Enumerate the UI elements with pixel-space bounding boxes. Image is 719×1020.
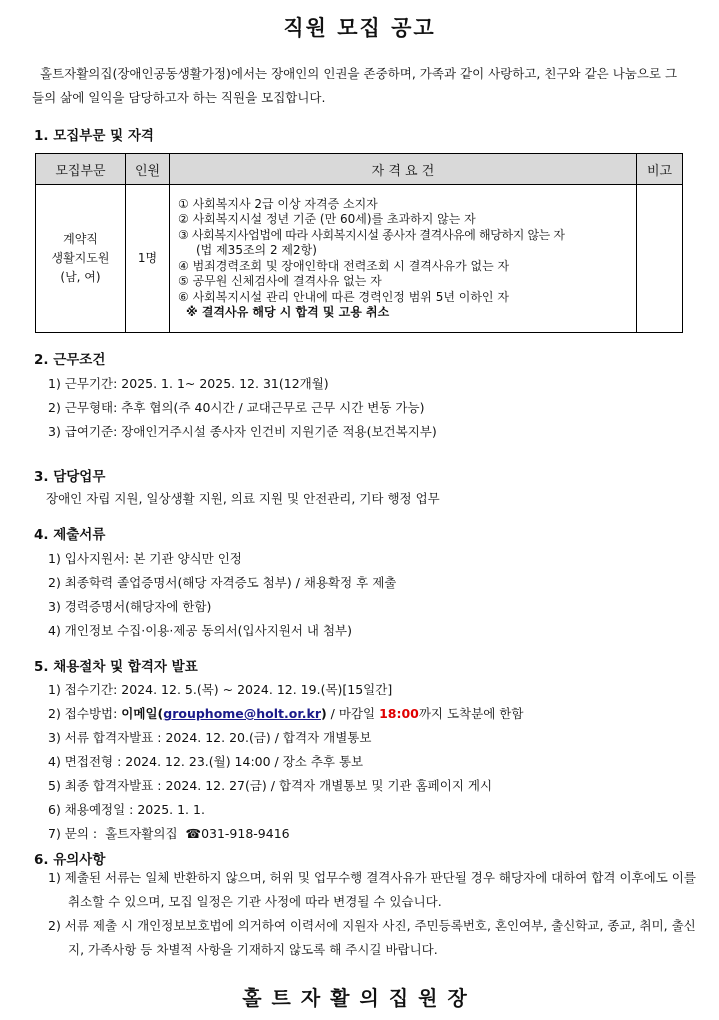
- section-heading-procedure: 5. 채용절차 및 합격자 발표: [34, 659, 198, 675]
- document-item: 1) 입사지원서: 본 기관 양식만 인정: [48, 551, 242, 566]
- procedure-item: 3) 서류 합격자발표 : 2024. 12. 20.(금) / 합격자 개별통보: [48, 730, 372, 745]
- header-count: 인원: [126, 154, 170, 185]
- note-item: 1) 제출된 서류는 일체 반환하지 않으며, 허위 및 업무수행 결격사유가 판단될 경우 해당자에 대하여 합격 이후에도 이를 취소할 수 있으며, 모집 일정은 기관 사정에 따라 변경될 수 있습니다.: [48, 870, 696, 909]
- requirement-item: ⑤ 공무원 신체검사에 결격사유 없는 자: [178, 274, 382, 288]
- document-item: 2) 최종학력 졸업증명서(해당 자격증도 첨부) / 채용확정 후 제출: [48, 575, 397, 590]
- footer-signature: 홀트자활의집원장: [242, 986, 477, 1010]
- document-item: 3) 경력증명서(해당자에 한함): [48, 599, 212, 614]
- header-dept: 모집부문: [36, 154, 126, 185]
- phone-icon: ☎: [185, 826, 202, 841]
- condition-item: 3) 급여기준: 장애인거주시설 종사자 인건비 지원기준 적용(보건복지부): [48, 424, 437, 439]
- deadline-suffix: 까지 도착분에 한함: [418, 706, 524, 721]
- dept-line: 생활지도원: [51, 251, 110, 265]
- method-label: 이메일: [121, 706, 158, 721]
- dept-line: 계약직: [63, 232, 98, 246]
- page-title: 직원 모집 공고: [283, 16, 436, 40]
- section-heading-conditions: 2. 근무조건: [34, 352, 106, 368]
- procedure-item: 6) 채용예정일 : 2025. 1. 1.: [48, 802, 205, 817]
- requirement-item: ① 사회복지사 2급 이상 자격증 소지자: [178, 196, 378, 211]
- section-heading-documents: 4. 제출서류: [34, 527, 106, 543]
- method-prefix: 2) 접수방법:: [48, 706, 122, 721]
- requirements-table: [35, 153, 683, 333]
- procedure-item-contact: [48, 824, 290, 842]
- header-remark: 비고: [637, 154, 683, 185]
- count-cell: 1명: [126, 185, 170, 333]
- header-requirements: 자 격 요 건: [170, 154, 637, 185]
- deadline-time: 18:00: [379, 706, 419, 721]
- intro-paragraph: 홀트자활의집(장애인공동생활가정)에서는 장애인의 인권을 존중하며, 가족과 같이 사랑하고, 친구와 같은 나눔으로 그들의 삶에 일익을 담당하고자 하는 직원을 모집합니다.: [32, 66, 678, 105]
- condition-item: 1) 근무기간: 2025. 1. 1~ 2025. 12. 31(12개월): [48, 376, 329, 391]
- dept-cell: [36, 185, 126, 333]
- email-link[interactable]: grouphome@holt.or.kr: [163, 706, 321, 721]
- requirement-note: ※ 결격사유 해당 시 합격 및 고용 취소: [186, 305, 390, 319]
- method-paren-close: ): [320, 706, 327, 721]
- requirement-item: ④ 범죄경력조회 및 장애인학대 전력조회 시 결격사유가 없는 자: [178, 258, 510, 273]
- condition-item: 2) 근무형태: 추후 협의(주 40시간 / 교대근무로 근무 시간 변동 가능): [48, 400, 425, 415]
- dept-line: (남, 여): [60, 270, 101, 284]
- section-heading-duties: 3. 담당업무: [34, 469, 106, 485]
- procedure-item-method: [48, 704, 523, 722]
- contact-phone: 031-918-9416: [201, 826, 290, 841]
- section-heading-notes: 6. 유의사항: [34, 852, 106, 868]
- remark-cell: [637, 185, 683, 333]
- section-heading-recruitment: 1. 모집부문 및 자격: [34, 128, 154, 144]
- requirement-item: (법 제35조의 2 제2항): [196, 243, 317, 257]
- procedure-item: 5) 최종 합격자발표 : 2024. 12. 27(금) / 합격자 개별통보 및 기관 홈페이지 게시: [48, 778, 493, 793]
- document-item: 4) 개인정보 수집·이용·제공 동의서(입사지원서 내 첨부): [48, 623, 352, 638]
- requirement-item: ② 사회복지시설 정년 기준 (만 60세)를 초과하지 않는 자: [178, 212, 476, 226]
- note-item: 2) 서류 제출 시 개인정보보호법에 의거하여 이력서에 지원자 사진, 주민등록번호, 혼인여부, 출신학교, 종교, 취미, 출신지, 가족사항 등 차별적 사항을 기재하지 않도록 해 주시길 바랍니다.: [48, 918, 696, 957]
- deadline-label: / 마감일: [326, 706, 380, 721]
- procedure-item: 1) 접수기간: 2024. 12. 5.(목) ~ 2024. 12. 19.(목)[15일간]: [48, 682, 393, 697]
- method-paren-open: (: [157, 706, 164, 721]
- requirements-cell: [170, 185, 637, 333]
- duties-text: 장애인 자립 지원, 일상생활 지원, 의료 지원 및 안전관리, 기타 행정 업무: [46, 491, 440, 506]
- requirement-item: ③ 사회복지사업법에 따라 사회복지시설 종사자 결격사유에 해당하지 않는 자: [178, 227, 565, 242]
- procedure-item: 4) 면접전형 : 2024. 12. 23.(월) 14:00 / 장소 추후 통보: [48, 754, 364, 769]
- contact-label: 7) 문의 : 홀트자활의집: [48, 826, 186, 841]
- requirement-item: ⑥ 사회복지시설 관리 안내에 따른 경력인정 범위 5년 이하인 자: [178, 289, 509, 304]
